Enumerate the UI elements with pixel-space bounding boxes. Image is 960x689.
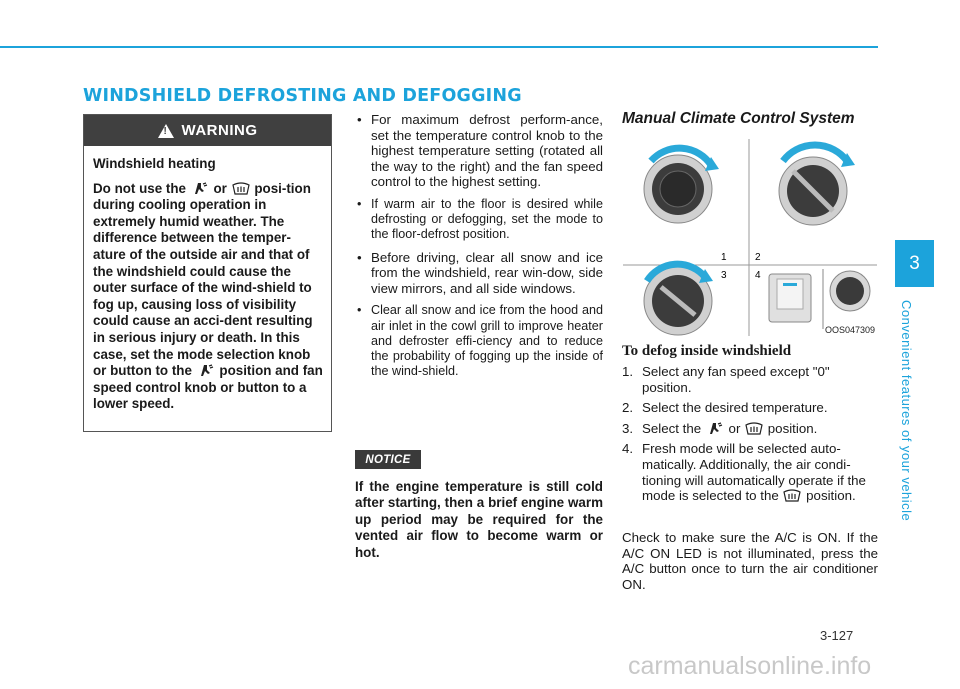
warning-text-1: Do not use the [93,180,186,196]
watermark: carmanualsonline.info [628,652,872,680]
step-number: 2. [622,400,634,416]
step-text-or: or [728,420,741,436]
warning-text-or: or [213,180,227,196]
figure-label-2: 2 [755,252,761,263]
step-text-post: position. [806,488,856,504]
chapter-tab: 3 [895,240,934,287]
warning-title: Windshield heating [93,156,216,171]
notice-text: If the engine temperature is still cold after starting, then a brief engine warm up period may be required for the vented air flow to become warm or hot. [355,479,603,560]
step-item [622,364,878,395]
climate-control-figure [623,139,877,336]
section-title: WINDSHIELD DEFROSTING AND DEFOGGING [83,86,522,106]
bullet-item: • For maximum defrost perform-ance, set the temperature control knob to the highest temperature setting (rotated all the way to the right) and the fan speed control to the highest setting. [355,112,603,190]
notice-badge: NOTICE [355,450,421,469]
bullet-item: • Before driving, clear all snow and ice from the windshield, rear win-dow, side view mirrors, and all side windows. [355,250,603,297]
step-number: 4. [622,441,634,457]
page-number: 3-127 [820,628,854,643]
bullet-item: • If warm air to the floor is desired while defrosting or defogging, set the mode to the floor-defrost position. [355,197,603,243]
step-number: 1. [622,364,634,379]
step-item [622,421,878,437]
figure-label-4: 4 [755,270,761,281]
manual-climate-title: Manual Climate Control System [622,110,855,127]
warning-text-2: posi-tion during cooling operation in extremely humid weather. The difference between the temper-ature of the outside air and that of the windshield could cause the outer surface of the wind-shield to fog up, causing loss of visibility could cause an acci-dent resulting in serious injury or death. In this case, set the mode selection knob or button to the [93,180,313,379]
floor-defrost-mode-icon [190,182,210,195]
defrost-mode-icon [744,422,764,435]
defrost-mode-icon [231,182,251,195]
warning-box [83,114,332,432]
warning-label: WARNING [181,122,258,139]
bullet-item: • Clear all snow and ice from the hood and air inlet in the cowl grill to improve heater and defroster effi-ciency and to reduce the probability of fogging up the inside of the wind-shield. [355,303,603,379]
floor-defrost-mode-icon [705,422,725,435]
header-rule [0,46,878,48]
figure-code: OOS047309 [824,325,875,335]
warning-body [84,146,331,413]
warning-triangle-icon [158,124,174,138]
warning-text [93,181,323,413]
climate-knobs-illustration [623,139,877,336]
chapter-title: Convenient features of your vehicle [899,300,914,522]
step-item [622,441,878,503]
step-text-pre: Select the [642,420,702,436]
floor-defrost-mode-icon [196,364,216,377]
step-text: Select the desired temperature. [642,400,828,416]
defog-subtitle: To defog inside windshield [622,343,792,359]
defrost-mode-icon [782,489,802,502]
ac-check-text: Check to make sure the A/C is ON. If the A/C ON LED is not illuminated, press the A/C button once to turn the air conditioner ON. [622,530,878,592]
defog-steps [622,364,878,509]
step-number: 3. [622,420,634,436]
step-text: Select any fan speed except "0" position. [642,364,830,395]
step-text: Fresh mode will be selected auto-matically. Additionally, the air condi-tioning will automatically operate if the mode is selected to the [642,441,866,504]
step-item [622,400,878,416]
bullet-list [355,112,603,379]
step-text-post: position. [767,420,818,436]
figure-label-1: 1 [721,252,727,263]
figure-label-3: 3 [721,270,727,281]
warning-header [84,115,331,146]
bullet-column [355,112,603,386]
warning-text-3: position and fan speed control knob or button to a lower speed. [93,363,323,412]
